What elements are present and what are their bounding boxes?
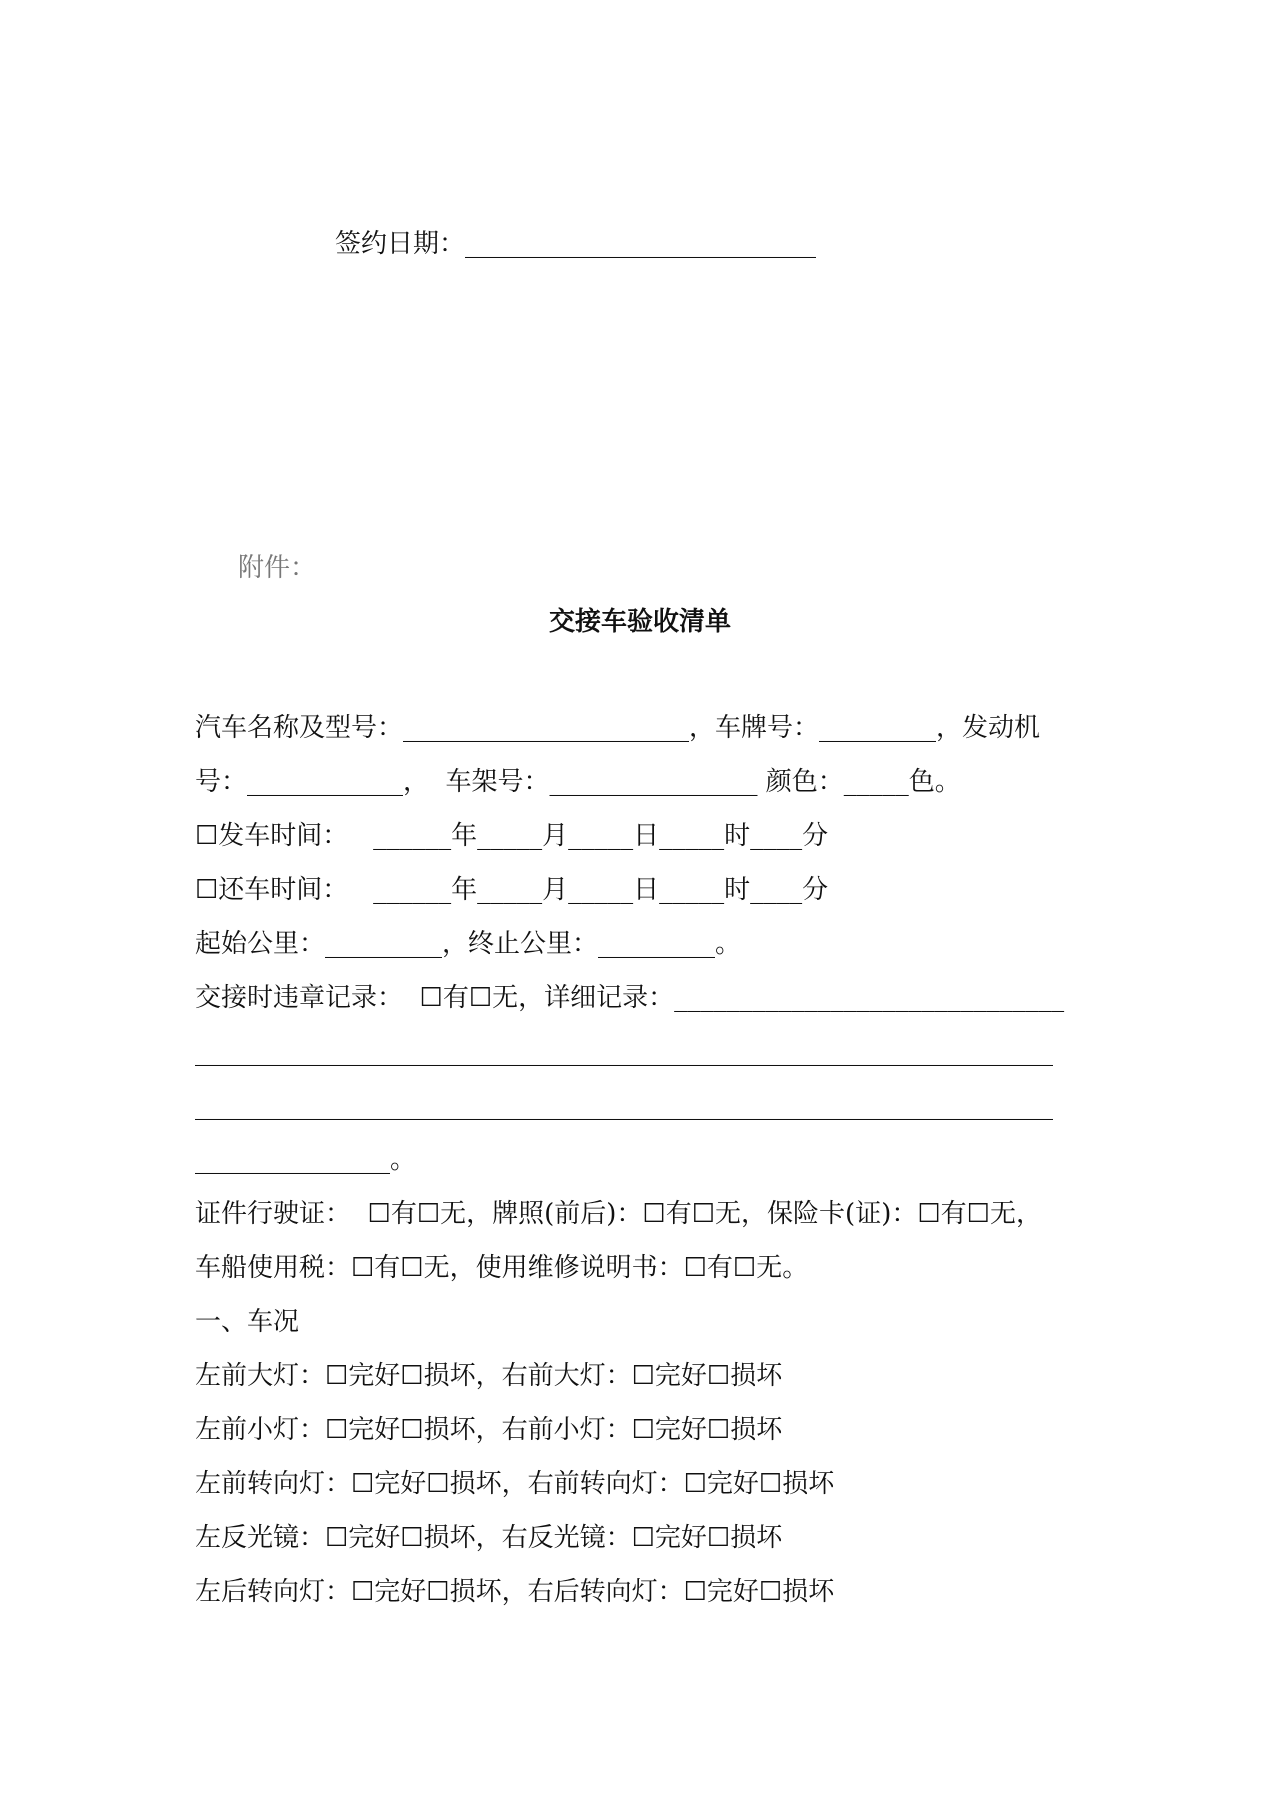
- violation-record-blank-1: __________________________________________________________________: [195, 1037, 1053, 1067]
- rear-turn-signal-line: 左后转向灯：☐完好☐损坏，右后转向灯：☐完好☐损坏: [195, 1577, 835, 1607]
- return-time-line: ☐还车时间： ______年_____月_____日_____时____分: [195, 875, 829, 905]
- vehicle-info-line: 汽车名称及型号：______________________，车牌号：_________，发动机: [195, 713, 1041, 743]
- departure-time-line: ☐发车时间： ______年_____月_____日_____时____分: [195, 821, 829, 851]
- violation-record-line: 交接时违章记录： ☐有☐无，详细记录：______________________________: [195, 983, 1065, 1013]
- attachment-label: 附件：: [238, 553, 317, 583]
- violation-record-blank-2: __________________________________________________________________: [195, 1091, 1053, 1121]
- documents-line: 证件行驶证： ☐有☐无，牌照(前后)：☐有☐无，保险卡(证)：☐有☐无，: [195, 1199, 1042, 1229]
- signing-date-line: 签约日期：___________________________: [335, 229, 817, 259]
- small-light-line: 左前小灯：☐完好☐损坏，右前小灯：☐完好☐损坏: [195, 1415, 783, 1445]
- headlight-line: 左前大灯：☐完好☐损坏，右前大灯：☐完好☐损坏: [195, 1361, 783, 1391]
- violation-record-blank-3: _______________。: [195, 1145, 417, 1175]
- mileage-line: 起始公里：_________，终止公里：_________。: [195, 929, 742, 959]
- section-heading-condition: 一、车况: [195, 1307, 300, 1337]
- front-turn-signal-line: 左前转向灯：☐完好☐损坏，右前转向灯：☐完好☐损坏: [195, 1469, 835, 1499]
- vehicle-info-line-cont: 号：____________， 车架号：________________ 颜色：_____色。: [195, 767, 961, 797]
- page-title: 交接车验收清单: [548, 607, 731, 637]
- mirror-line: 左反光镜：☐完好☐损坏，右反光镜：☐完好☐损坏: [195, 1523, 783, 1553]
- tax-manual-line: 车船使用税：☐有☐无，使用维修说明书：☐有☐无。: [195, 1253, 809, 1283]
